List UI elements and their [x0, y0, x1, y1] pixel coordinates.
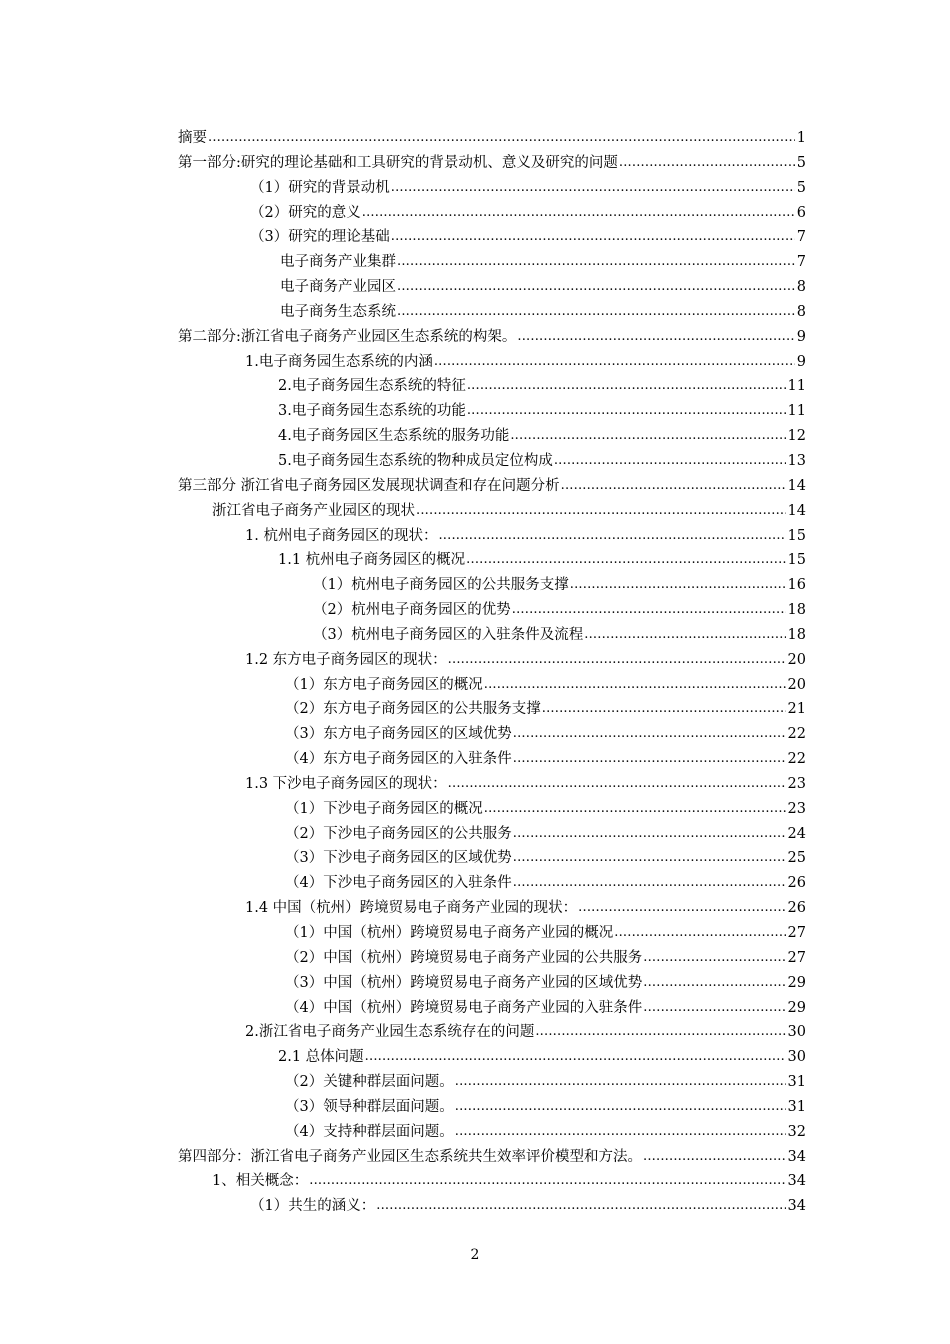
toc-entry-page: 31 — [787, 1074, 806, 1091]
toc-entry-page: 5 — [796, 154, 806, 171]
toc-entry[interactable] — [285, 1070, 806, 1095]
toc-dot-leader — [362, 201, 795, 226]
toc-entry-title: （2）中国（杭州）跨境贸易电子商务产业园的公共服务 — [285, 949, 643, 966]
toc-dot-leader — [513, 722, 786, 747]
toc-entry[interactable] — [278, 548, 806, 573]
toc-entry-page: 26 — [787, 875, 806, 892]
toc-dot-leader — [584, 623, 785, 648]
toc-dot-leader — [513, 871, 786, 896]
toc-entry[interactable] — [285, 797, 806, 822]
toc-entry[interactable] — [285, 871, 806, 896]
toc-entry-page: 8 — [796, 279, 806, 296]
toc-entry-page: 9 — [796, 328, 806, 345]
toc-entry-page: 16 — [787, 577, 806, 594]
toc-entry-title: 1. 杭州电子商务园区的现状： — [245, 527, 438, 544]
toc-dot-leader — [467, 374, 786, 399]
toc-entry-page: 23 — [787, 775, 806, 792]
toc-dot-leader — [484, 673, 786, 698]
toc-dot-leader — [455, 1120, 786, 1145]
toc-dot-leader — [397, 275, 795, 300]
toc-dot-leader — [578, 896, 785, 921]
toc-dot-leader — [512, 598, 786, 623]
toc-entry-page: 11 — [787, 378, 806, 395]
toc-entry[interactable] — [280, 250, 806, 275]
toc-entry-title: （3）东方电子商务园区的区域优势 — [285, 726, 512, 743]
toc-dot-leader — [208, 126, 795, 151]
page-number: 2 — [470, 1247, 480, 1263]
toc-entry-page: 29 — [787, 974, 806, 991]
toc-entry-title: 电子商务生态系统 — [280, 303, 396, 320]
toc-entry-title: 1、相关概念： — [212, 1173, 309, 1190]
toc-dot-leader — [416, 499, 786, 524]
toc-entry-page: 32 — [787, 1123, 806, 1140]
toc-dot-leader — [455, 1095, 786, 1120]
toc-entry[interactable] — [285, 1095, 806, 1120]
toc-entry-title: 第三部分 浙江省电子商务园区发展现状调查和存在问题分析 — [178, 477, 560, 494]
toc-entry-title: 1.3 下沙电子商务园区的现状： — [245, 775, 447, 792]
toc-entry-title: （2）下沙电子商务园区的公共服务 — [285, 825, 512, 842]
toc-entry[interactable] — [285, 946, 806, 971]
toc-entry[interactable] — [250, 201, 806, 226]
toc-entry-page: 12 — [787, 428, 806, 445]
toc-entry[interactable] — [178, 151, 806, 176]
toc-entry-title: （4）东方电子商务园区的入驻条件 — [285, 751, 512, 768]
table-of-contents — [0, 126, 950, 1219]
toc-dot-leader — [448, 648, 786, 673]
toc-entry-page: 7 — [796, 254, 806, 271]
toc-entry-page: 23 — [787, 800, 806, 817]
toc-entry[interactable] — [250, 1194, 806, 1219]
toc-entry-page: 6 — [796, 204, 806, 221]
toc-entry-page: 22 — [787, 751, 806, 768]
toc-entry-page: 21 — [787, 701, 806, 718]
toc-entry[interactable] — [245, 648, 806, 673]
toc-entry-page: 15 — [787, 527, 806, 544]
toc-entry-title: 第四部分：浙江省电子商务产业园区生态系统共生效率评价模型和方法。 — [178, 1148, 642, 1165]
toc-entry[interactable] — [278, 374, 806, 399]
toc-dot-leader — [309, 1169, 785, 1194]
toc-entry-title: （1）研究的背景动机 — [250, 179, 390, 196]
toc-entry-page: 14 — [787, 502, 806, 519]
toc-entry[interactable] — [178, 474, 806, 499]
toc-entry[interactable] — [178, 325, 806, 350]
toc-entry[interactable] — [280, 300, 806, 325]
toc-entry-page: 27 — [787, 949, 806, 966]
toc-dot-leader — [554, 449, 786, 474]
toc-dot-leader — [513, 822, 786, 847]
toc-entry-title: 摘要 — [178, 130, 207, 146]
toc-dot-leader — [466, 548, 785, 573]
toc-entry-title: （1）东方电子商务园区的概况 — [285, 676, 483, 693]
toc-entry-title: 电子商务产业集群 — [280, 254, 396, 271]
toc-dot-leader — [467, 399, 786, 424]
toc-entry-page: 14 — [787, 477, 806, 494]
toc-entry[interactable] — [285, 822, 806, 847]
toc-entry[interactable] — [313, 573, 806, 598]
toc-entry-page: 18 — [787, 626, 806, 643]
toc-entry[interactable] — [285, 996, 806, 1021]
toc-entry[interactable] — [178, 1145, 806, 1170]
toc-entry-page: 25 — [787, 850, 806, 867]
toc-entry-title: （1）杭州电子商务园区的公共服务支撑 — [313, 577, 569, 594]
toc-entry[interactable] — [285, 1120, 806, 1145]
toc-entry-page: 34 — [787, 1173, 806, 1190]
toc-entry-title: （3）领导种群层面问题。 — [285, 1098, 454, 1115]
toc-dot-leader — [376, 1194, 785, 1219]
toc-dot-leader — [438, 524, 785, 549]
toc-entry-title: （4）下沙电子商务园区的入驻条件 — [285, 875, 512, 892]
toc-entry-page: 8 — [796, 303, 806, 320]
toc-dot-leader — [434, 350, 795, 375]
toc-entry-page: 1 — [796, 130, 806, 146]
toc-entry[interactable] — [278, 1045, 806, 1070]
toc-entry[interactable] — [178, 126, 806, 151]
toc-entry-title: 2.1 总体问题 — [278, 1049, 364, 1066]
toc-entry[interactable] — [250, 225, 806, 250]
toc-entry-title: （3）下沙电子商务园区的区域优势 — [285, 850, 512, 867]
toc-entry-title: 第一部分:研究的理论基础和工具研究的背景动机、意义及研究的问题 — [178, 154, 618, 171]
toc-entry-title: （2）关键种群层面问题。 — [285, 1074, 454, 1091]
toc-entry-page: 13 — [787, 452, 806, 469]
toc-entry-title: 3.电子商务园生态系统的功能 — [278, 403, 466, 420]
toc-entry-title: 1.2 东方电子商务园区的现状： — [245, 651, 447, 668]
toc-entry-page: 15 — [787, 552, 806, 569]
toc-dot-leader — [570, 573, 786, 598]
toc-dot-leader — [510, 424, 785, 449]
toc-entry-title: 2.电子商务园生态系统的特征 — [278, 378, 466, 395]
toc-dot-leader — [561, 474, 786, 499]
toc-entry-title: 1.4 中国（杭州）跨境贸易电子商务产业园的现状： — [245, 900, 578, 917]
toc-entry-page: 34 — [787, 1198, 806, 1215]
toc-entry-page: 5 — [796, 179, 806, 196]
toc-dot-leader — [391, 176, 795, 201]
toc-dot-leader — [513, 846, 786, 871]
toc-entry[interactable] — [245, 896, 806, 921]
toc-entry-title: （2）杭州电子商务园区的优势 — [313, 602, 511, 619]
toc-dot-leader — [484, 797, 786, 822]
toc-entry[interactable] — [245, 772, 806, 797]
toc-entry-title: （1）共生的涵义： — [250, 1198, 376, 1215]
toc-dot-leader — [643, 1145, 786, 1170]
toc-entry[interactable] — [285, 747, 806, 772]
toc-dot-leader — [391, 225, 795, 250]
toc-entry[interactable] — [278, 424, 806, 449]
toc-dot-leader — [619, 151, 795, 176]
toc-entry-title: 电子商务产业园区 — [280, 279, 396, 296]
toc-entry-page: 22 — [787, 726, 806, 743]
toc-entry-title: （1）下沙电子商务园区的概况 — [285, 800, 483, 817]
toc-dot-leader — [397, 300, 795, 325]
toc-dot-leader — [643, 946, 785, 971]
toc-dot-leader — [513, 747, 786, 772]
toc-entry-page: 20 — [787, 651, 806, 668]
toc-entry-title: 浙江省电子商务产业园区的现状 — [212, 502, 415, 519]
toc-entry-title: （4）中国（杭州）跨境贸易电子商务产业园的入驻条件 — [285, 999, 643, 1016]
toc-entry-page: 30 — [787, 1049, 806, 1066]
toc-entry-page: 27 — [787, 925, 806, 941]
toc-dot-leader — [517, 325, 794, 350]
toc-entry[interactable] — [313, 623, 806, 648]
toc-dot-leader — [643, 996, 785, 1021]
toc-entry[interactable] — [280, 275, 806, 300]
toc-entry[interactable] — [212, 1169, 806, 1194]
toc-entry[interactable] — [285, 921, 806, 946]
toc-entry[interactable] — [245, 350, 806, 375]
toc-entry-title: 1.电子商务园生态系统的内涵 — [245, 353, 433, 370]
toc-entry[interactable] — [278, 399, 806, 424]
toc-entry-page: 11 — [787, 403, 806, 420]
toc-entry[interactable] — [250, 176, 806, 201]
toc-dot-leader — [365, 1045, 786, 1070]
toc-dot-leader — [448, 772, 786, 797]
toc-entry-title: 4.电子商务园区生态系统的服务功能 — [278, 428, 510, 445]
toc-entry[interactable] — [245, 1020, 806, 1045]
toc-entry-title: （4）支持种群层面问题。 — [285, 1123, 454, 1140]
toc-entry[interactable] — [212, 499, 806, 524]
toc-dot-leader — [455, 1070, 786, 1095]
toc-dot-leader — [542, 697, 786, 722]
toc-entry[interactable] — [313, 598, 806, 623]
toc-entry-page: 20 — [787, 676, 806, 693]
toc-entry-page: 18 — [787, 602, 806, 619]
toc-dot-leader — [535, 1020, 785, 1045]
toc-entry-page: 34 — [787, 1148, 806, 1165]
toc-entry-title: （3）杭州电子商务园区的入驻条件及流程 — [313, 626, 584, 643]
toc-entry[interactable] — [285, 673, 806, 698]
toc-entry[interactable] — [285, 697, 806, 722]
toc-entry-title: （1）中国（杭州）跨境贸易电子商务产业园的概况 — [285, 925, 614, 941]
toc-entry-page: 7 — [796, 229, 806, 246]
toc-entry-title: 第二部分:浙江省电子商务产业园区生态系统的构架。 — [178, 328, 517, 345]
toc-entry-page: 24 — [787, 825, 806, 842]
toc-entry-title: （2）东方电子商务园区的公共服务支撑 — [285, 701, 541, 718]
toc-entry-title: （2）研究的意义 — [250, 204, 361, 221]
toc-entry-title: 1.1 杭州电子商务园区的概况 — [278, 552, 466, 569]
toc-entry-page: 31 — [787, 1098, 806, 1115]
toc-entry-page: 9 — [796, 353, 806, 370]
toc-dot-leader — [397, 250, 795, 275]
toc-entry-title: 5.电子商务园生态系统的物种成员定位构成 — [278, 452, 553, 469]
toc-dot-leader — [614, 921, 785, 946]
toc-entry[interactable] — [285, 722, 806, 747]
toc-entry[interactable] — [278, 449, 806, 474]
toc-entry-title: （3）研究的理论基础 — [250, 229, 390, 246]
toc-entry-page: 29 — [787, 999, 806, 1016]
toc-entry[interactable] — [245, 524, 806, 549]
toc-entry-page: 30 — [787, 1024, 806, 1041]
toc-entry[interactable] — [285, 846, 806, 871]
toc-entry[interactable] — [285, 971, 806, 996]
toc-dot-leader — [643, 971, 785, 996]
toc-entry-title: （3）中国（杭州）跨境贸易电子商务产业园的区域优势 — [285, 974, 643, 991]
toc-entry-page: 26 — [787, 900, 806, 917]
toc-entry-title: 2.浙江省电子商务产业园生态系统存在的问题 — [245, 1024, 535, 1041]
